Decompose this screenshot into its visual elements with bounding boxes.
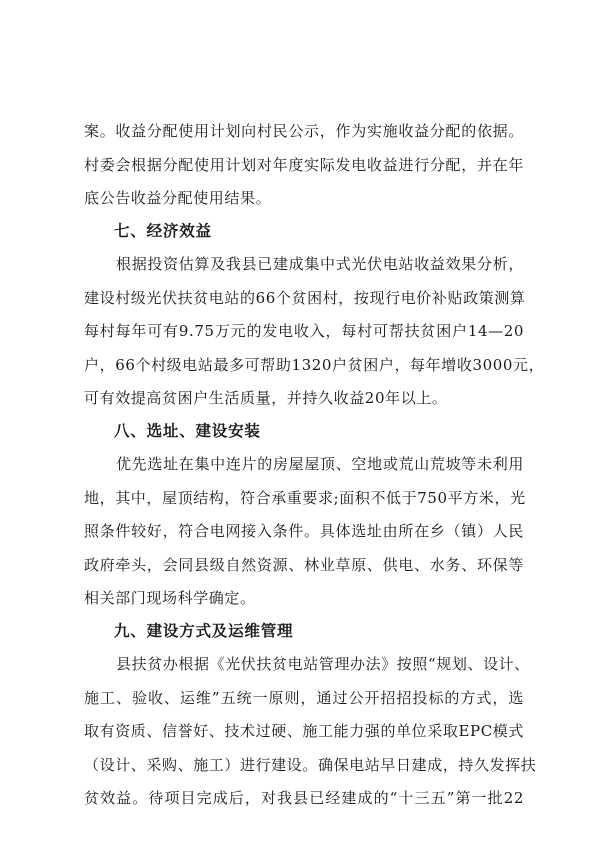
section-heading-site-selection: 八、选址、建设安装: [114, 422, 261, 440]
paragraph-line: 地，其中，屋顶结构，符合承重要求;面积不低于750平方米，光: [84, 489, 526, 507]
paragraph-line: 优先选址在集中连片的房屋屋顶、空地或荒山荒坡等未利用: [116, 455, 524, 473]
section-heading-construction-operation: 九、建设方式及运维管理: [114, 622, 294, 640]
paragraph-line: 可有效提高贫困户生活质量，并持久收益20年以上。: [84, 389, 448, 407]
paragraph-line: 案。收益分配使用计划向村民公示，作为实施收益分配的依据。: [84, 122, 524, 140]
paragraph-line: 村委会根据分配使用计划对年度实际发电收益进行分配，并在年: [84, 156, 524, 174]
paragraph-line: 政府牵头，会同县级自然资源、林业草原、供电、水务、环保等: [84, 556, 524, 574]
paragraph-line: 县扶贫办根据《光伏扶贫电站管理办法》按照“规划、设计、: [116, 655, 530, 673]
paragraph-line: 每村每年可有9.75万元的发电收入，每村可帮扶贫困户14—20: [84, 322, 524, 340]
paragraph-line: 施工、验收、运维”五统一原则，通过公开招招投标的方式，选: [84, 689, 524, 707]
paragraph-line: 相关部门现场科学确定。: [84, 589, 256, 607]
paragraph-line: 照条件较好，符合电网接入条件。具体选址由所在乡（镇）人民: [84, 522, 524, 540]
paragraph-line: 底公告收益分配使用结果。: [84, 189, 272, 207]
paragraph-line: 建设村级光伏扶贫电站的66个贫困村，按现行电价补贴政策测算: [84, 289, 526, 307]
paragraph-line: 户，66个村级电站最多可帮助1320户贫困户，每年增收3000元，: [84, 356, 545, 374]
section-heading-economic-benefits: 七、经济效益: [114, 222, 212, 240]
paragraph-line: （设计、采购、施工）进行建设。确保电站早日建成，持久发挥扶: [84, 756, 537, 774]
paragraph-line: 贫效益。待项目完成后，对我县已经建成的“十三五”第一批22: [84, 789, 524, 807]
paragraph-line: 根据投资估算及我县已建成集中式光伏电站收益效果分析，: [116, 255, 524, 273]
paragraph-line: 取有资质、信誉好、技术过硬、施工能力强的单位采取EPC模式: [84, 722, 524, 740]
